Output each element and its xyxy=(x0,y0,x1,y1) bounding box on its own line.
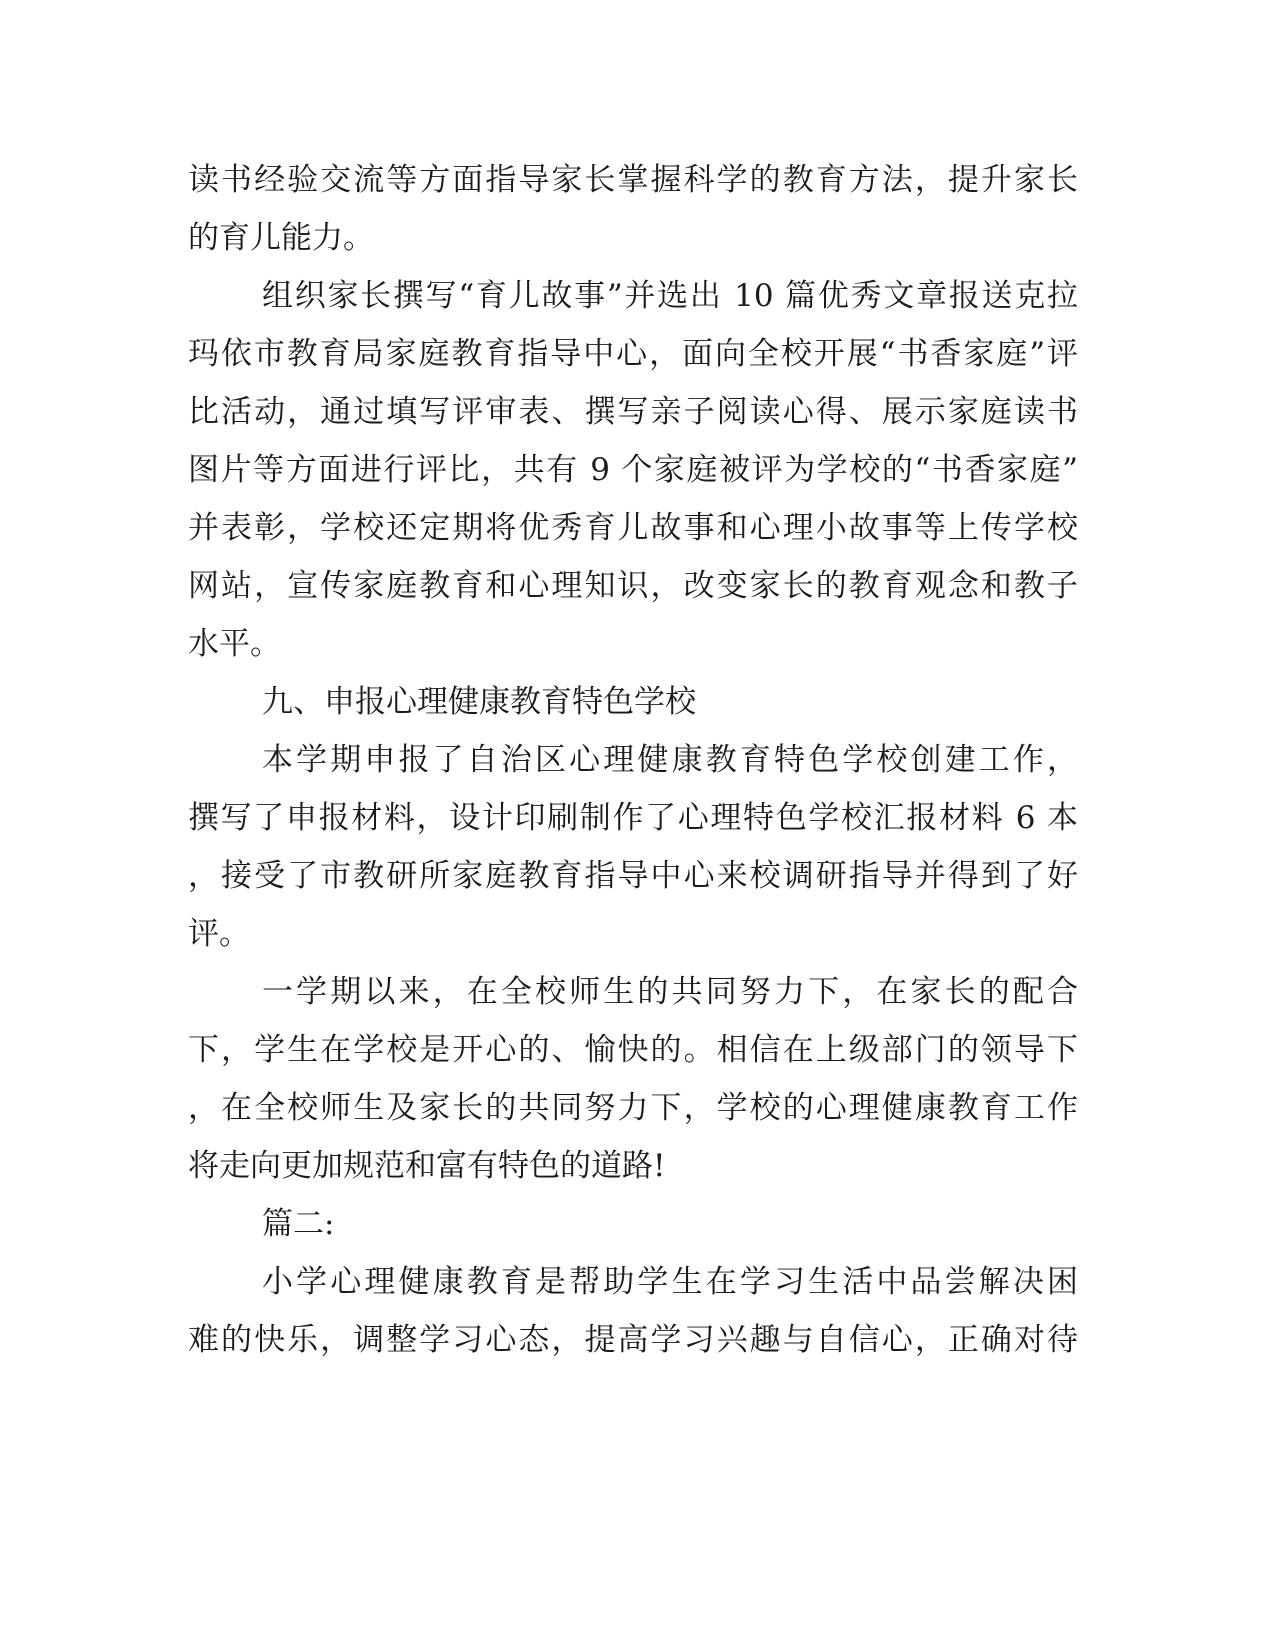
text-line: 并表彰，学校还定期将优秀育儿故事和心理小故事等上传学校 xyxy=(188,510,1078,546)
text-line: 小学心理健康教育是帮助学生在学习生活中品尝解决困 xyxy=(262,1264,1078,1300)
text-line: 图片等方面进行评比，共有 9 个家庭被评为学校的“书香家庭” xyxy=(188,452,1078,488)
text-line: 玛依市教育局家庭教育指导中心，面向全校开展“书香家庭”评 xyxy=(188,336,1078,372)
text-line: 一学期以来，在全校师生的共同努力下，在家长的配合 xyxy=(262,974,1078,1010)
text-line: 水平。 xyxy=(188,626,281,662)
section-heading: 篇二: xyxy=(262,1206,335,1242)
text-line: 比活动，通过填写评审表、撰写亲子阅读心得、展示家庭读书 xyxy=(188,394,1078,430)
text-line: 组织家长撰写“育儿故事”并选出 10 篇优秀文章报送克拉 xyxy=(262,278,1078,314)
text-line: ，接受了市教研所家庭教育指导中心来校调研指导并得到了好 xyxy=(188,858,1078,894)
text-line: 将走向更加规范和富有特色的道路! xyxy=(188,1148,666,1184)
text-line: 难的快乐，调整学习心态，提高学习兴趣与自信心，正确对待 xyxy=(188,1322,1078,1358)
text-line: 的育儿能力。 xyxy=(188,220,374,256)
text-line: 评。 xyxy=(188,916,250,952)
text-line: ，在全校师生及家长的共同努力下，学校的心理健康教育工作 xyxy=(188,1090,1078,1126)
section-heading: 九、申报心理健康教育特色学校 xyxy=(262,684,696,720)
text-line: 下，学生在学校是开心的、愉快的。相信在上级部门的领导下 xyxy=(188,1032,1078,1068)
text-line: 本学期申报了自治区心理健康教育特色学校创建工作， xyxy=(262,742,1078,778)
text-line: 读书经验交流等方面指导家长掌握科学的教育方法，提升家长 xyxy=(188,162,1078,198)
text-line: 网站，宣传家庭教育和心理知识，改变家长的教育观念和教子 xyxy=(188,568,1078,604)
text-line: 撰写了申报材料，设计印刷制作了心理特色学校汇报材料 6 本 xyxy=(188,800,1078,836)
